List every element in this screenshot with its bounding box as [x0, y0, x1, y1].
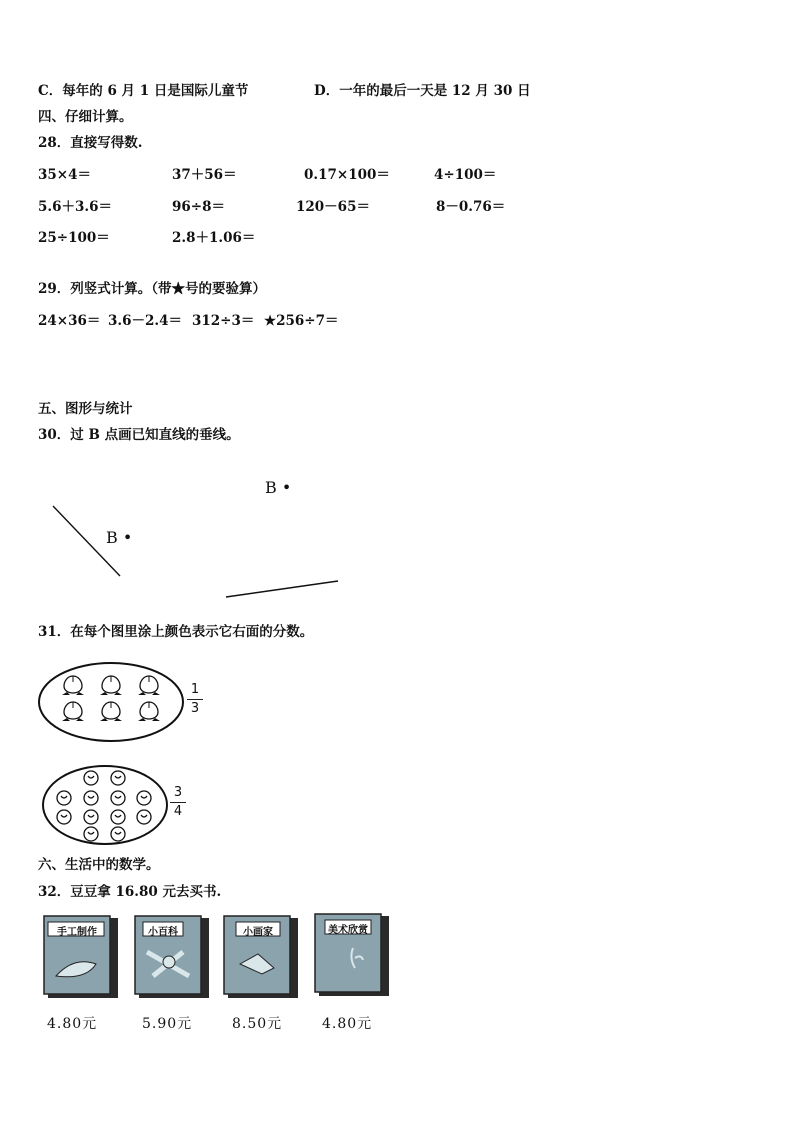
- apple-icon: [84, 791, 98, 805]
- calc-item: 8－0.76＝: [436, 199, 506, 215]
- calc-item: 5.6＋3.6＝: [38, 199, 112, 215]
- apple-icon: [137, 810, 151, 824]
- point-b-label-upper: B •: [265, 478, 292, 497]
- apple-icon: [111, 791, 125, 805]
- calc-item: 37＋56＝: [172, 167, 237, 183]
- section-5-title: 五、图形与统计: [38, 401, 133, 417]
- apple-icon: [111, 771, 125, 785]
- calc-item: 35×4＝: [38, 167, 91, 183]
- section-4-title: 四、仔细计算。: [38, 109, 133, 125]
- question-32-title: 32．豆豆拿 16.80 元去买书.: [38, 884, 222, 900]
- book-price: 5.90元: [142, 1016, 193, 1032]
- peach-icon: [100, 702, 122, 721]
- apple-icon: [84, 810, 98, 824]
- book-price: 4.80元: [47, 1016, 98, 1032]
- apple-icon: [57, 810, 71, 824]
- peach-icon: [100, 676, 122, 695]
- calc-item: 4÷100＝: [434, 167, 497, 183]
- book-art-appreciation: [313, 912, 393, 1002]
- peach-icon: [138, 702, 160, 721]
- option-d: D．一年的最后一天是 12 月 30 日: [314, 83, 531, 99]
- book-title: 手工制作: [57, 927, 97, 938]
- fraction-three-quarters: [170, 785, 186, 820]
- calc-item: 96÷8＝: [172, 199, 225, 215]
- book-title: 小百科: [148, 927, 178, 938]
- vertical-calc-item: 312÷3＝: [192, 313, 255, 329]
- book-price: 8.50元: [232, 1016, 283, 1032]
- book-price: 4.80元: [322, 1016, 373, 1032]
- question-29-title: 29．列竖式计算。（带★号的要验算）: [38, 281, 267, 297]
- peach-icon: [138, 676, 160, 695]
- fraction-numerator: 3: [173, 785, 183, 800]
- apple-ellipse: [40, 763, 170, 848]
- section-6-title: 六、生活中的数学。: [38, 857, 160, 873]
- question-30-title: 30．过 B 点画已知直线的垂线。: [38, 427, 240, 443]
- calc-item: 120－65＝: [296, 199, 370, 215]
- book-handicraft: [42, 914, 122, 1004]
- apple-icon: [111, 810, 125, 824]
- book-encyclopedia: [133, 914, 213, 1004]
- point-b-label-lower: B •: [106, 528, 133, 547]
- book-title: 美术欣赏: [328, 925, 368, 936]
- peach-icon: [62, 702, 84, 721]
- fraction-denominator: 4: [173, 804, 183, 819]
- given-line-2: [226, 581, 338, 597]
- vertical-calc-item: ★256÷7＝: [264, 313, 339, 329]
- perpendicular-figure: [0, 460, 400, 610]
- option-c: C．每年的 6 月 1 日是国际儿童节: [38, 83, 249, 99]
- question-28-title: 28．直接写得数.: [38, 135, 143, 151]
- peach-ellipse: [36, 660, 186, 744]
- book-little-painter: [222, 914, 302, 1004]
- fraction-numerator: 1: [190, 682, 200, 697]
- apple-icon: [84, 771, 98, 785]
- peach-icon: [62, 676, 84, 695]
- apple-icon: [84, 827, 98, 841]
- vertical-calc-item: 3.6－2.4＝: [108, 313, 182, 329]
- apple-icon: [111, 827, 125, 841]
- fraction-denominator: 3: [190, 701, 200, 716]
- book-title: 小画家: [243, 927, 273, 938]
- apple-icon: [137, 791, 151, 805]
- calc-item: 2.8＋1.06＝: [172, 230, 256, 246]
- vertical-calc-item: 24×36＝: [38, 313, 101, 329]
- apple-icon: [57, 791, 71, 805]
- calc-item: 0.17×100＝: [304, 167, 390, 183]
- calc-item: 25÷100＝: [38, 230, 110, 246]
- question-31-title: 31．在每个图里涂上颜色表示它右面的分数。: [38, 624, 314, 640]
- fraction-one-third: [187, 682, 203, 717]
